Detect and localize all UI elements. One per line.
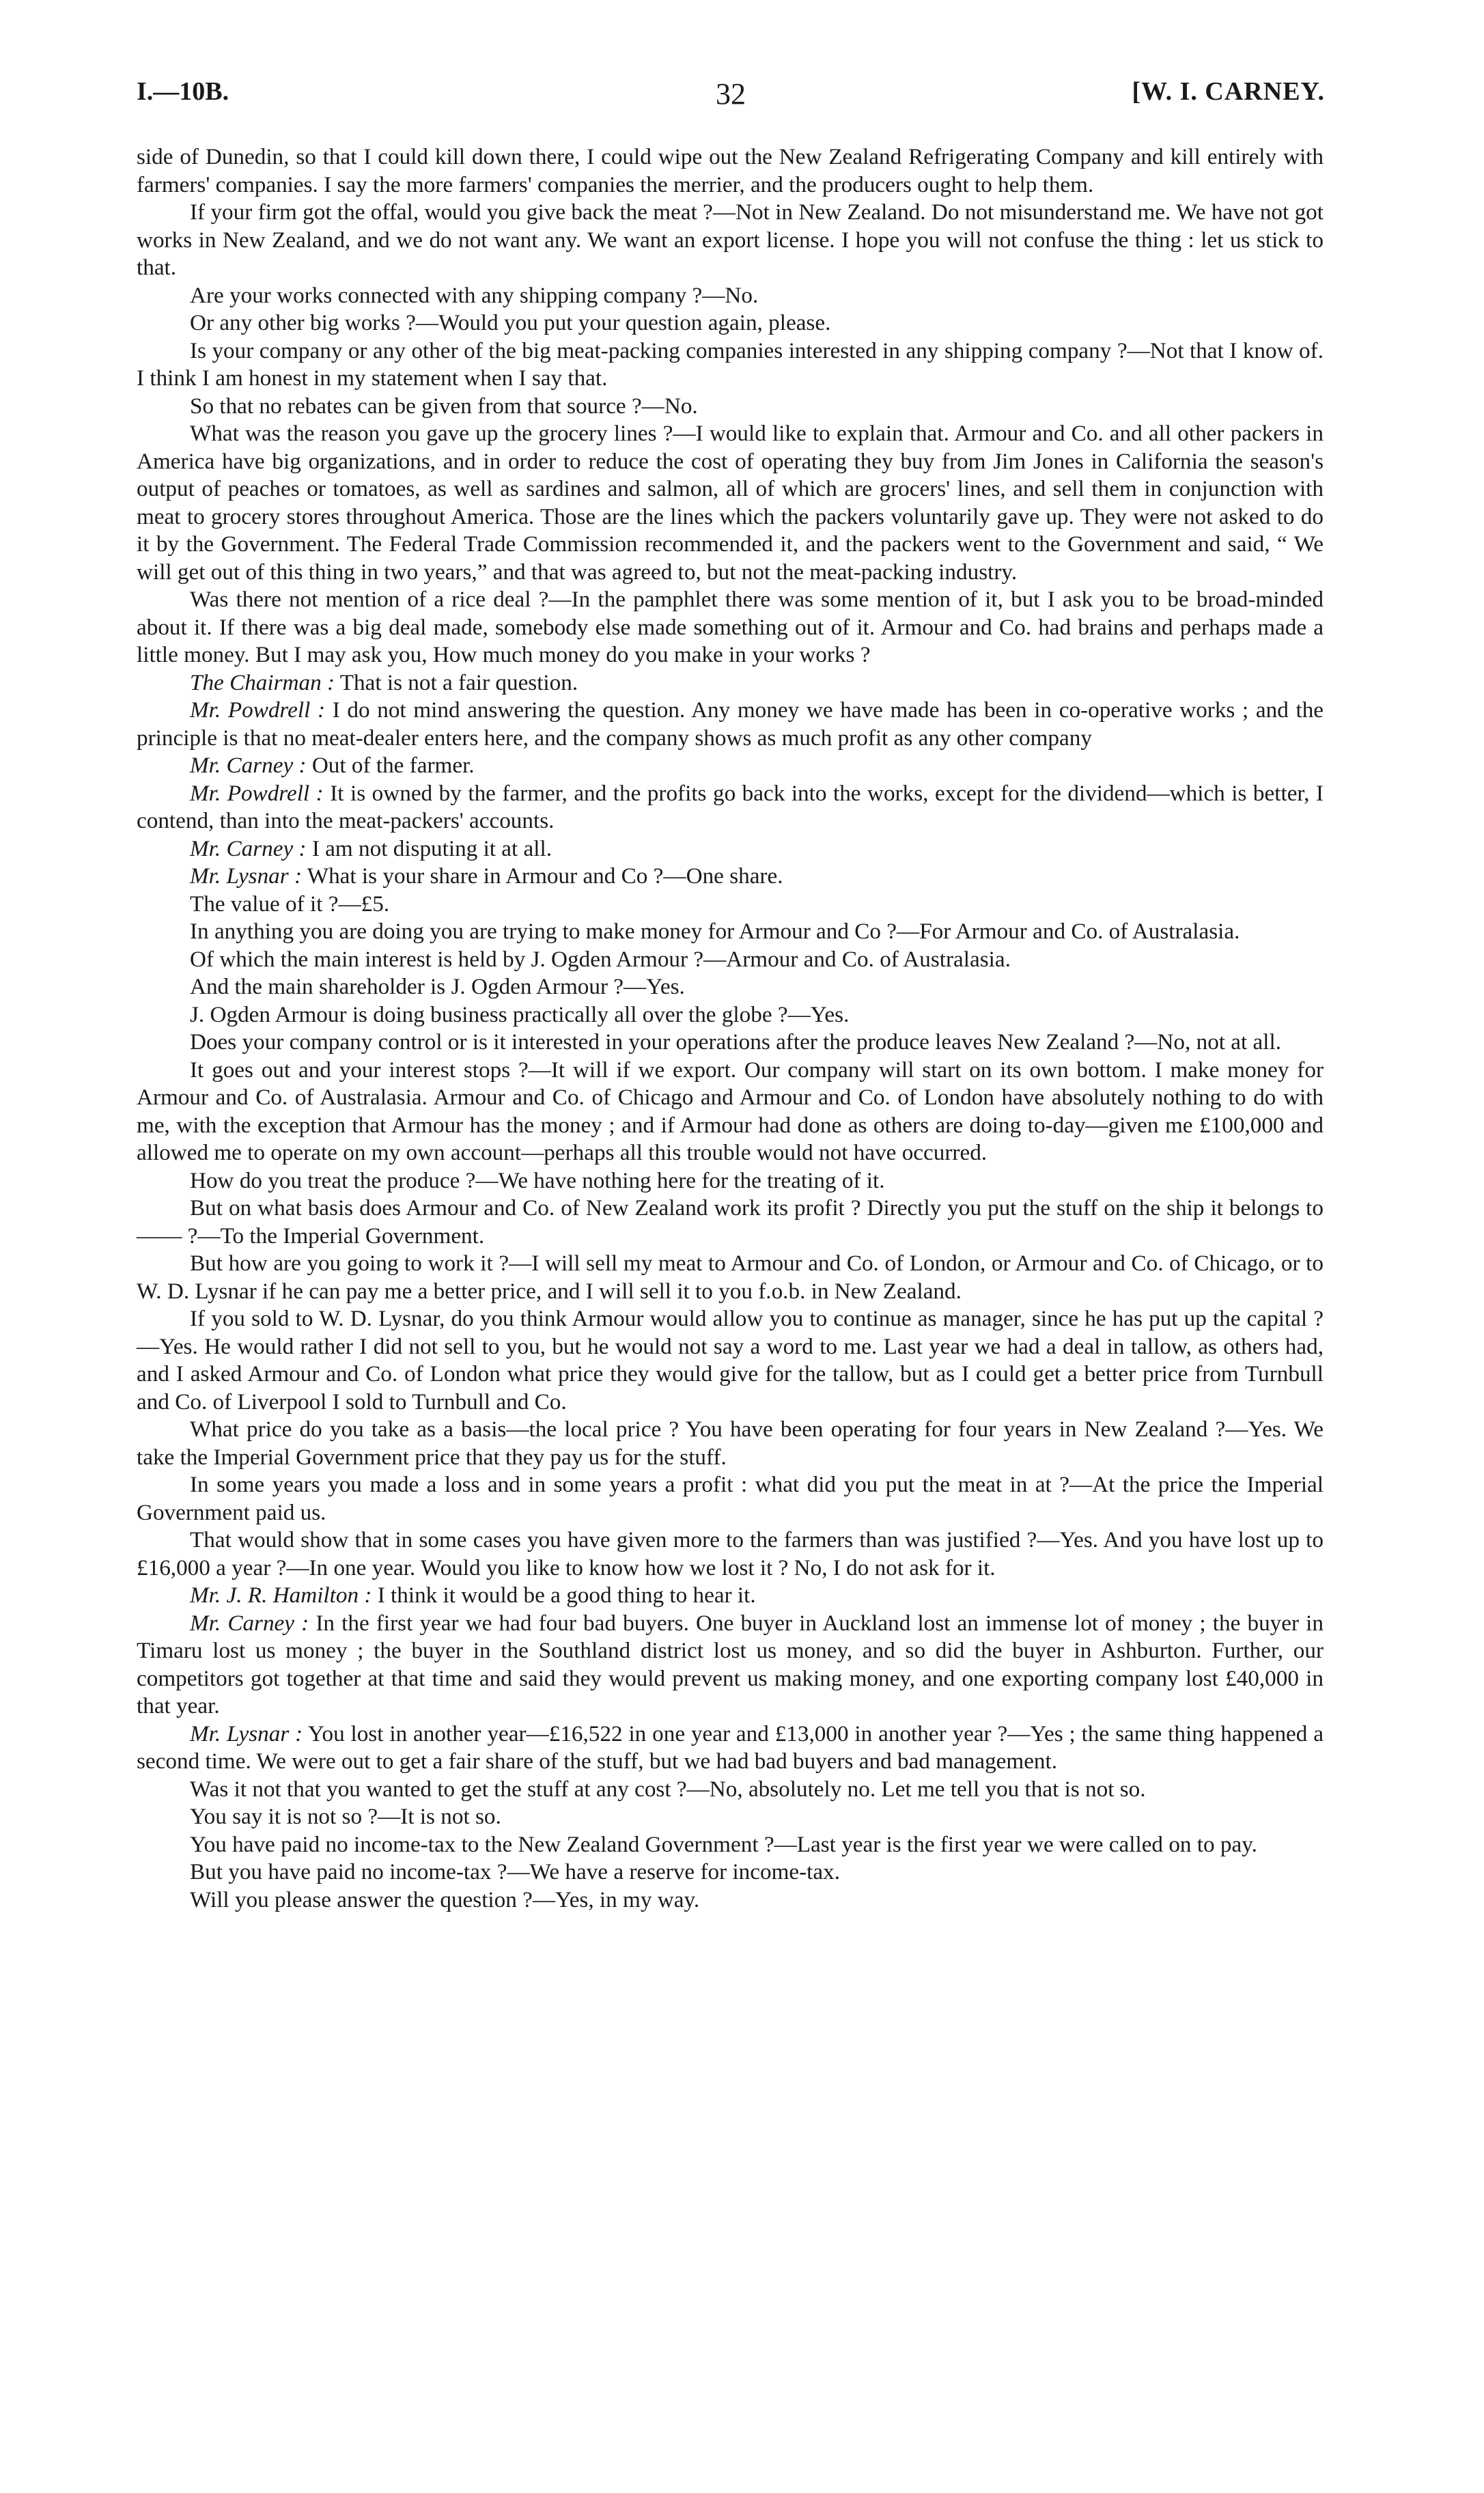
paragraph-text: How do you treat the produce ?—We have nothing here for the treating of it.: [190, 1167, 885, 1193]
paragraph-text: But how are you going to work it ?—I will sell my meat to Armour and Co. of London, or Armour and Co. of Chicago, or to W. D. Lysnar if he can pay me a better price, and I will sell it to you f.o.b. in New Zealand.: [137, 1251, 1324, 1304]
transcript-paragraph: [137, 863, 1324, 891]
paragraph-text: side of Dunedin, so that I could kill down there, I could wipe out the New Zealand Refrigerating Company and kill entirely with farmers' companies. I say the more farmers' companies the merrier, and the producers ought to help them.: [137, 144, 1324, 197]
speaker-label: Mr. Carney :: [190, 835, 307, 861]
transcript-paragraph: [137, 1886, 1324, 1914]
transcript-paragraph: [137, 1831, 1324, 1859]
transcript-paragraph: [137, 697, 1324, 752]
paragraph-text: Out of the farmer.: [311, 753, 475, 778]
transcript-paragraph: [137, 1858, 1324, 1886]
paragraph-text: That would show that in some cases you have given more to the farmers than was justified ?—Yes. And you have lost up to £16,000 a year ?—In one year. Would you like to know how we lost it ? No, I do not ask for it.: [137, 1527, 1324, 1580]
transcript-paragraph: [137, 1195, 1324, 1250]
paragraph-text: It goes out and your interest stops ?—It will if we export. Our company will start on its own bottom. I make money for Armour and Co. of Australasia. Armour and Co. of Chicago and Armour and Co. of London have absolutely nothing to do with me, with the exception that Armour has the money ; and if Armour had done as others are doing to-day—given me £100,000 and allowed me to operate on my own account—perhaps all this trouble would not have occurred.: [137, 1057, 1324, 1165]
transcript-paragraph: [137, 393, 1324, 421]
transcript-paragraph: [137, 1416, 1324, 1471]
paragraph-text: If you sold to W. D. Lysnar, do you think Armour would allow you to continue as manager, since he has put up the capital ?—Yes. He would rather I did not sell to you, but he would not say a word to me. Last year we had a deal in tallow, as others had, and I asked Armour and Co. of London what price they would give for the tallow, but as I could get a better price from Turnbull and Co. of Liverpool I sold to Turnbull and Co.: [137, 1306, 1324, 1415]
transcript-body: [137, 143, 1324, 1914]
page-header: [137, 76, 1325, 117]
paragraph-text: What price do you take as a basis—the local price ? You have been operating for four years in New Zealand ?—Yes. We take the Imperial Government price that they pay us for the stuff.: [137, 1417, 1324, 1470]
transcript-paragraph: [137, 973, 1324, 1001]
transcript-paragraph: [137, 946, 1324, 974]
paragraph-text: In the first year we had four bad buyers. One buyer in Auckland lost an immense lot of money ; the buyer in Timaru lost us money ; the buyer in the Southland district lost us money, and so did the buyer in Ashburton. Further, our competitors got together at that time and said they would prevent us making money, and one exporting company lost £40,000 in that year.: [137, 1610, 1324, 1718]
paragraph-text: You have paid no income-tax to the New Zealand Government ?—Last year is the first year we were called on to pay.: [190, 1831, 1257, 1857]
transcript-paragraph: [137, 1582, 1324, 1610]
transcript-paragraph: [137, 891, 1324, 919]
speaker-label: Mr. Lysnar :: [190, 863, 303, 889]
paragraph-text: And the main shareholder is J. Ogden Armour ?—Yes.: [190, 974, 685, 999]
speaker-label: Mr. Powdrell :: [190, 697, 326, 723]
paragraph-text: So that no rebates can be given from that source ?—No.: [190, 393, 698, 419]
paragraph-text: Does your company control or is it interested in your operations after the produce leaves New Zealand ?—No, not at all.: [190, 1029, 1282, 1055]
paragraph-text: Or any other big works ?—Would you put your question again, please.: [190, 310, 831, 335]
transcript-paragraph: [137, 918, 1324, 946]
paragraph-text: If your firm got the offal, would you give back the meat ?—Not in New Zealand. Do not misunderstand me. We have not got works in New Zealand, and we do not want any. We want an export license. I hope you will not confuse the thing : let us stick to that.: [137, 199, 1324, 280]
paragraph-text: But on what basis does Armour and Co. of New Zealand work its profit ? Directly you put the stuff on the ship it belongs to—— ?—To the Imperial Government.: [137, 1195, 1324, 1249]
speaker-label: The Chairman :: [190, 669, 335, 695]
transcript-paragraph: [137, 420, 1324, 586]
paragraph-text: But you have paid no income-tax ?—We have a reserve for income-tax.: [190, 1859, 841, 1884]
transcript-paragraph: [137, 835, 1324, 863]
witness-name: [W. I. CARNEY.: [1132, 77, 1325, 106]
paragraph-text: Will you please answer the question ?—Yes, in my way.: [190, 1886, 700, 1912]
paragraph-text: J. Ogden Armour is doing business practically all over the globe ?—Yes.: [190, 1001, 850, 1027]
speaker-label: Mr. Carney :: [190, 1610, 309, 1636]
paragraph-text: The value of it ?—£5.: [190, 891, 390, 917]
transcript-paragraph: [137, 1029, 1324, 1057]
paragraph-text: I do not mind answering the question. Any money we have made has been in co-operative works ; and the principle is that no meat-dealer enters here, and the company shows as much profit as any other company: [137, 697, 1324, 751]
transcript-paragraph: [137, 1527, 1324, 1582]
transcript-paragraph: [137, 1803, 1324, 1831]
speaker-label: Mr. Lysnar :: [190, 1721, 303, 1746]
transcript-paragraph: [137, 752, 1324, 780]
transcript-paragraph: [137, 282, 1324, 310]
paragraph-text: You lost in another year—£16,522 in one year and £13,000 in another year ?—Yes ; the same thing happened a second time. We were out to get a fair share of the stuff, but we had bad buyers and bad management.: [137, 1721, 1324, 1774]
transcript-paragraph: [137, 1721, 1324, 1776]
paragraph-text: Is your company or any other of the big meat-packing companies interested in any shipping company ?—Not that I know of. I think I am honest in my statement when I say that.: [137, 337, 1324, 391]
paragraph-text: I am not disputing it at all.: [311, 835, 552, 861]
transcript-paragraph: [137, 1776, 1324, 1804]
document-reference: I.—10B.: [137, 77, 229, 106]
transcript-paragraph: [137, 1001, 1324, 1029]
transcript-paragraph: [137, 143, 1324, 199]
transcript-paragraph: [137, 199, 1324, 282]
paragraph-text: Of which the main interest is held by J. Ogden Armour ?—Armour and Co. of Australasia.: [190, 946, 1011, 972]
transcript-paragraph: [137, 1167, 1324, 1195]
paragraph-text: I think it would be a good thing to hear it.: [377, 1583, 756, 1608]
paragraph-text: Are your works connected with any shipping company ?—No.: [190, 282, 759, 308]
transcript-paragraph: [137, 1610, 1324, 1721]
transcript-paragraph: [137, 780, 1324, 835]
page-number: 32: [716, 77, 746, 111]
paragraph-text: What is your share in Armour and Co ?—One share.: [307, 863, 783, 889]
paragraph-text: Was there not mention of a rice deal ?—In the pamphlet there was some mention of it, but I ask you to be broad-minded about it. If there was a big deal made, somebody else made something out of it. Armour and Co. had brains and perhaps made a little money. But I may ask you, How much money do you make in your works ?: [137, 587, 1324, 667]
paragraph-text: That is not a fair question.: [339, 669, 578, 695]
paragraph-text: You say it is not so ?—It is not so.: [190, 1804, 501, 1829]
transcript-paragraph: [137, 586, 1324, 669]
transcript-paragraph: [137, 337, 1324, 393]
paragraph-text: What was the reason you gave up the grocery lines ?—I would like to explain that. Armour and Co. and all other packers in America have big organizations, and in order to reduce the cost of operating they buy from Jim Jones in California the season's output of peaches or tomatoes, as well as sardines and salmon, all of which are grocers' lines, and sell them in conjunction with meat to grocery stores throughout America. Those are the lines which the packers voluntarily gave up. They were not asked to do it by the Government. The Federal Trade Commission recommended it, and the packers went to the Government and said, “ We will get out of this thing in two years,” and that was agreed to, but not the meat-packing industry.: [137, 421, 1324, 585]
transcript-paragraph: [137, 669, 1324, 697]
paragraph-text: In anything you are doing you are trying to make money for Armour and Co ?—For Armour and Co. of Australasia.: [190, 919, 1240, 944]
paragraph-text: It is owned by the farmer, and the profits go back into the works, except for the dividend—which is better, I contend, than into the meat-packers' accounts.: [137, 780, 1324, 833]
speaker-label: Mr. J. R. Hamilton :: [190, 1583, 372, 1608]
transcript-paragraph: [137, 1057, 1324, 1167]
transcript-paragraph: [137, 1250, 1324, 1305]
transcript-paragraph: [137, 1305, 1324, 1416]
transcript-paragraph: [137, 309, 1324, 337]
speaker-label: Mr. Powdrell :: [190, 780, 324, 806]
paragraph-text: Was it not that you wanted to get the stuff at any cost ?—No, absolutely no. Let me tell you that is not so.: [190, 1776, 1146, 1802]
transcript-paragraph: [137, 1471, 1324, 1527]
speaker-label: Mr. Carney :: [190, 753, 307, 778]
paragraph-text: In some years you made a loss and in some years a profit : what did you put the meat in at ?—At the price the Imperial Government paid us.: [137, 1472, 1324, 1525]
